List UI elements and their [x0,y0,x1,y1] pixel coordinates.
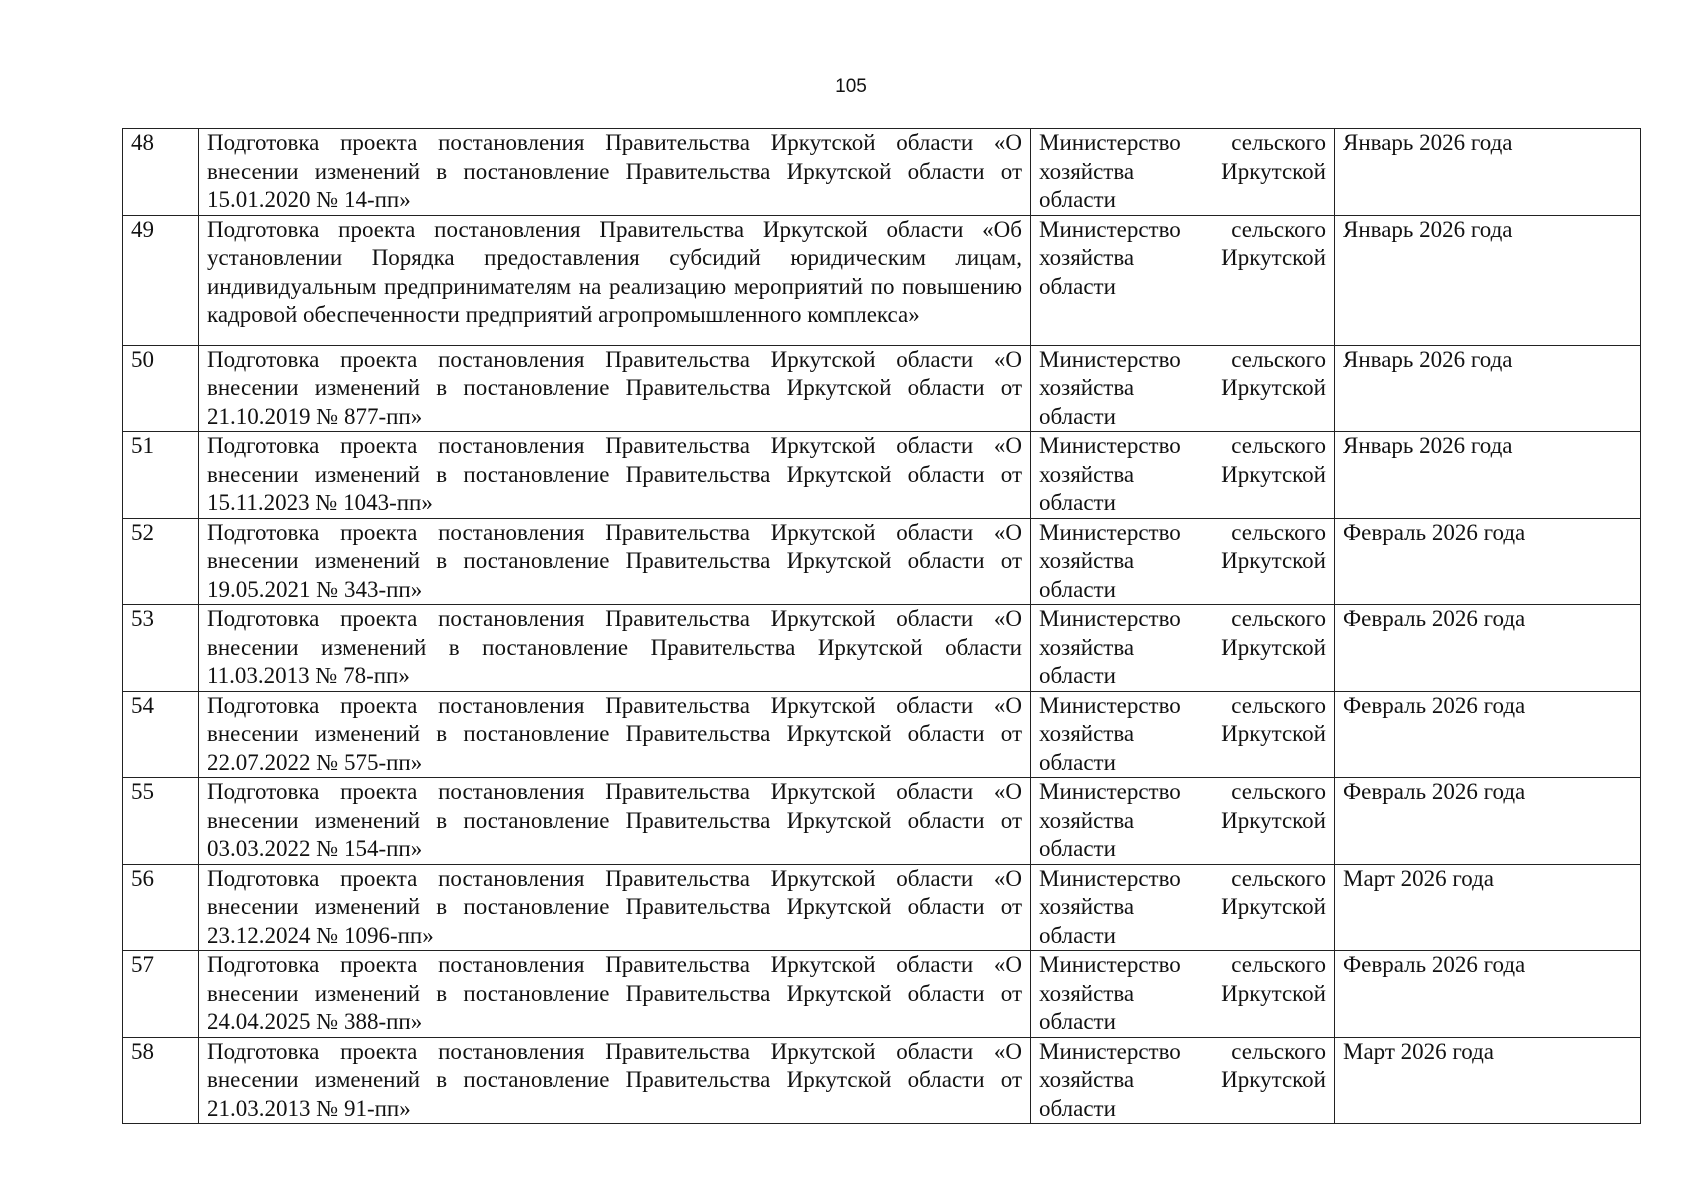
table-row [123,518,1641,605]
table-row [123,345,1641,432]
responsible-word: Иркутской [1221,548,1326,573]
deadline: Февраль 2026 года [1335,951,1641,1038]
table-row [123,691,1641,778]
measure-description: Подготовка проекта постановления Правительства Иркутской области «О внесении изменений в постановление Правительства Иркутской области от 23.12.2024 № 1096-пп» [199,864,1031,951]
responsible-line [1039,547,1326,576]
responsible-line: области [1039,403,1116,429]
row-number: 56 [123,864,199,951]
table-row [123,215,1641,345]
responsible-word: хозяйства [1039,461,1135,487]
measure-description: Подготовка проекта постановления Правительства Иркутской области «О внесении изменений в постановление Правительства Иркутской области от 03.03.2022 № 154-пп» [199,778,1031,865]
responsible-executor [1031,951,1335,1038]
row-number: 52 [123,518,199,605]
responsible-word: Иркутской [1221,375,1326,400]
responsible-line [1039,865,1326,894]
deadline: Февраль 2026 года [1335,691,1641,778]
responsible-line [1039,605,1326,634]
responsible-word: Министерство [1039,433,1181,458]
responsible-line: области [1039,187,1116,212]
table-row [123,129,1641,216]
row-number: 58 [123,1037,199,1124]
responsible-word: хозяйства [1039,245,1135,270]
responsible-word: сельского [1231,433,1326,458]
responsible-executor [1031,1037,1335,1124]
responsible-line [1039,432,1326,461]
responsible-line [1039,461,1326,490]
responsible-line [1039,216,1326,245]
responsible-word: Иркутской [1221,980,1326,1006]
measures-table [122,128,1641,1124]
responsible-word: хозяйства [1039,807,1135,833]
responsible-executor [1031,129,1335,216]
responsible-word: сельского [1231,1038,1326,1064]
measure-description: Подготовка проекта постановления Правительства Иркутской области «О внесении изменений в постановление Правительства Иркутской области от 21.10.2019 № 877-пп» [199,345,1031,432]
responsible-line [1039,519,1326,548]
responsible-executor [1031,864,1335,951]
responsible-word: хозяйства [1039,1067,1135,1092]
row-number: 55 [123,778,199,865]
responsible-line [1039,951,1326,980]
responsible-word: Иркутской [1221,158,1326,184]
responsible-line [1039,1066,1326,1095]
responsible-line [1039,893,1326,922]
row-number: 48 [123,129,199,216]
row-number: 57 [123,951,199,1038]
responsible-executor [1031,345,1335,432]
responsible-word: хозяйства [1039,158,1135,184]
measure-description: Подготовка проекта постановления Правительства Иркутской области «О внесении изменений в постановление Правительства Иркутской области 11.03.2013 № 78-пп» [199,605,1031,692]
responsible-line [1039,692,1326,721]
responsible-word: Министерство [1039,779,1181,804]
table-row [123,605,1641,692]
responsible-line: области [1039,836,1116,861]
deadline: Март 2026 года [1335,1037,1641,1124]
row-number: 51 [123,432,199,519]
deadline: Февраль 2026 года [1335,778,1641,865]
responsible-line: области [1039,749,1116,775]
measure-description: Подготовка проекта постановления Правительства Иркутской области «О внесении изменений в постановление Правительства Иркутской области от 21.03.2013 № 91-пп» [199,1037,1031,1124]
measure-description: Подготовка проекта постановления Правительства Иркутской области «О внесении изменений в постановление Правительства Иркутской области от 15.11.2023 № 1043-пп» [199,432,1031,519]
row-number: 53 [123,605,199,692]
responsible-word: сельского [1231,952,1326,977]
row-number: 54 [123,691,199,778]
responsible-line [1039,980,1326,1009]
responsible-word: сельского [1231,346,1326,372]
responsible-word: хозяйства [1039,721,1135,746]
responsible-line: области [1039,490,1116,515]
responsible-word: хозяйства [1039,980,1135,1006]
measure-description: Подготовка проекта постановления Правительства Иркутской области «О внесении изменений в постановление Правительства Иркутской области от 22.07.2022 № 575-пп» [199,691,1031,778]
deadline: Январь 2026 года [1335,215,1641,345]
responsible-executor [1031,432,1335,519]
deadline: Февраль 2026 года [1335,518,1641,605]
responsible-executor [1031,518,1335,605]
table-row [123,432,1641,519]
responsible-line: области [1039,576,1116,602]
deadline: Февраль 2026 года [1335,605,1641,692]
responsible-word: Министерство [1039,519,1181,545]
responsible-word: Министерство [1039,865,1181,891]
responsible-line [1039,634,1326,663]
responsible-word: Иркутской [1221,461,1326,487]
deadline: Январь 2026 года [1335,432,1641,519]
responsible-word: Министерство [1039,692,1181,718]
responsible-line [1039,158,1326,187]
responsible-word: сельского [1231,519,1326,545]
responsible-word: Министерство [1039,606,1181,631]
responsible-line: области [1039,663,1116,688]
responsible-line [1039,807,1326,836]
table-row [123,778,1641,865]
responsible-line [1039,129,1326,158]
responsible-word: сельского [1231,779,1326,804]
table-row [123,951,1641,1038]
deadline: Март 2026 года [1335,864,1641,951]
responsible-line [1039,374,1326,403]
responsible-line [1039,1038,1326,1067]
responsible-word: Министерство [1039,952,1181,977]
table-row [123,1037,1641,1124]
responsible-line [1039,346,1326,375]
row-number: 49 [123,215,199,345]
responsible-executor [1031,778,1335,865]
measure-description: Подготовка проекта постановления Правительства Иркутской области «О внесении изменений в постановление Правительства Иркутской области от 24.04.2025 № 388-пп» [199,951,1031,1038]
responsible-word: хозяйства [1039,894,1135,919]
responsible-word: хозяйства [1039,548,1135,573]
responsible-executor [1031,605,1335,692]
responsible-word: Министерство [1039,130,1181,155]
responsible-word: сельского [1231,216,1326,242]
responsible-word: хозяйства [1039,634,1135,660]
responsible-word: Министерство [1039,346,1181,372]
responsible-word: Иркутской [1221,1067,1326,1092]
responsible-word: Министерство [1039,1038,1181,1064]
deadline: Январь 2026 года [1335,345,1641,432]
responsible-line [1039,244,1326,273]
deadline: Январь 2026 года [1335,129,1641,216]
measure-description: Подготовка проекта постановления Правительства Иркутской области «О внесении изменений в постановление Правительства Иркутской области от 15.01.2020 № 14-пп» [199,129,1031,216]
responsible-line [1039,720,1326,749]
responsible-word: Иркутской [1221,807,1326,833]
responsible-line [1039,778,1326,807]
measure-description: Подготовка проекта постановления Правительства Иркутской области «Об установлении Порядка предоставления субсидий юридическим лицам, индивидуальным предпринимателям на реализацию мероприятий по повышению кадровой обеспеченности предприятий агропромышленного комплекса» [199,215,1031,345]
responsible-word: сельского [1231,606,1326,631]
responsible-word: Иркутской [1221,894,1326,919]
responsible-word: хозяйства [1039,375,1135,400]
responsible-executor [1031,215,1335,345]
responsible-word: Иркутской [1221,634,1326,660]
responsible-line: области [1039,1009,1116,1034]
responsible-word: Иркутской [1221,721,1326,746]
table-body [123,129,1641,1124]
responsible-word: Министерство [1039,216,1181,242]
measure-description: Подготовка проекта постановления Правительства Иркутской области «О внесении изменений в постановление Правительства Иркутской области от 19.05.2021 № 343-пп» [199,518,1031,605]
row-number: 50 [123,345,199,432]
responsible-line: области [1039,273,1116,299]
responsible-word: сельского [1231,692,1326,718]
responsible-word: сельского [1231,865,1326,891]
responsible-executor [1031,691,1335,778]
page-number: 105 [835,76,867,97]
responsible-word: сельского [1231,130,1326,155]
responsible-line: области [1039,922,1116,948]
responsible-line: области [1039,1095,1116,1121]
table-row [123,864,1641,951]
responsible-word: Иркутской [1221,245,1326,270]
